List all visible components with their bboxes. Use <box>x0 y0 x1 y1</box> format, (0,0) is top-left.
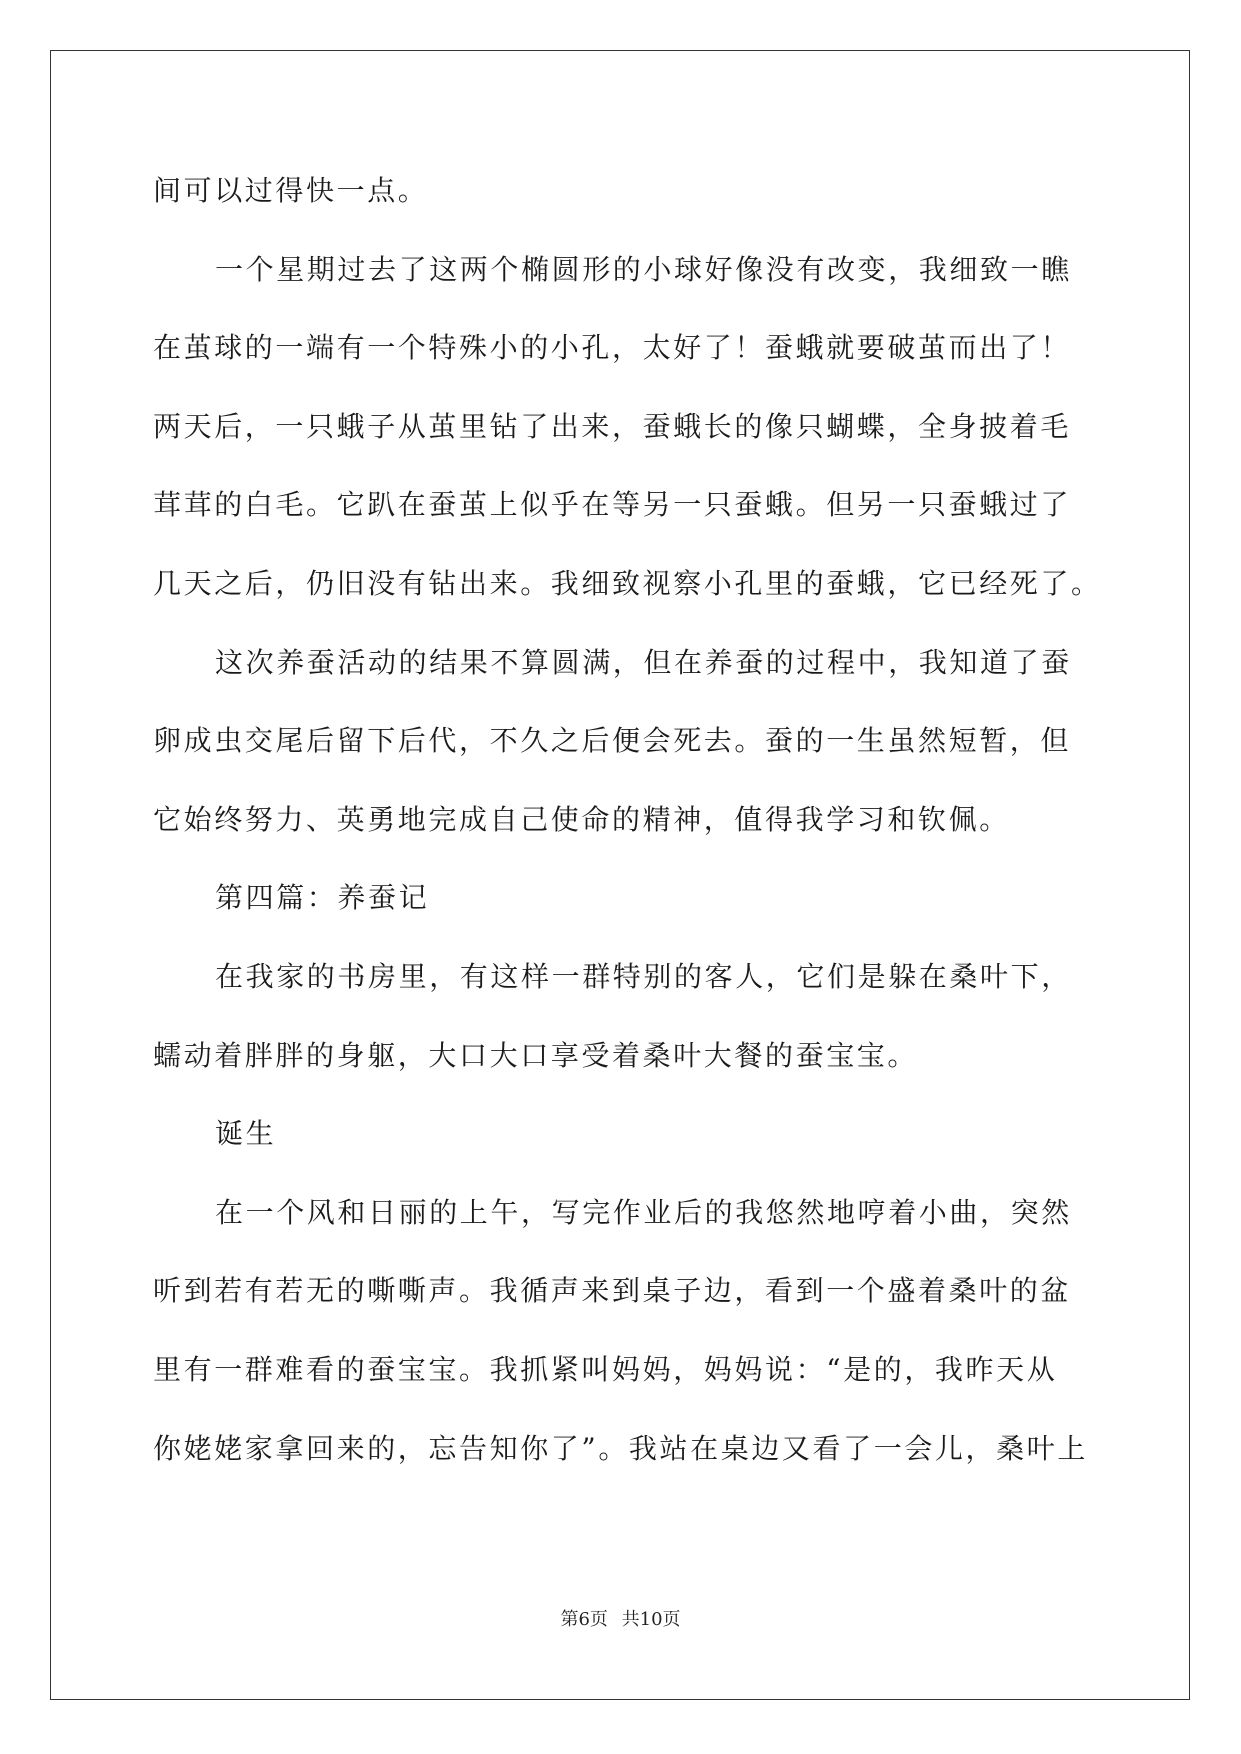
text-line: 在茧球的一端有一个特殊小的小孔，太好了！蚕蛾就要破茧而出了！ <box>153 331 1072 365</box>
text-line: 它始终努力、英勇地完成自己使命的精神，值得我学习和钦佩。 <box>153 802 1010 836</box>
text-line: 在一个风和日丽的上午，写完作业后的我悠然地哼着小曲，突然 <box>215 1195 1072 1229</box>
text-line: 间可以过得快一点。 <box>153 174 429 207</box>
text-line: 这次养蚕活动的结果不算圆满，但在养蚕的过程中，我知道了蚕 <box>215 645 1072 679</box>
page-number: 第6页 <box>560 1609 608 1630</box>
text-line: 一个星期过去了这两个椭圆形的小球好像没有改变，我细致一瞧 <box>215 252 1072 286</box>
text-line: 里有一群难看的蚕宝宝。我抓紧叫妈妈，妈妈说：“是的，我昨天从 <box>153 1352 1058 1386</box>
section-heading: 第四篇：养蚕记 <box>215 881 430 915</box>
text-line: 茸茸的白毛。它趴在蚕茧上似乎在等另一只蚕蛾。但另一只蚕蛾过了 <box>153 488 1072 522</box>
subsection-heading: 诞生 <box>215 1117 277 1151</box>
text-line: 蠕动着胖胖的身躯，大口大口享受着桑叶大餐的蚕宝宝。 <box>153 1038 919 1072</box>
text-line: 听到若有若无的嘶嘶声。我循声来到桌子边，看到一个盛着桑叶的盆 <box>153 1274 1072 1308</box>
text-line: 两天后，一只蛾子从茧里钻了出来，蚕蛾长的像只蝴蝶，全身披着毛 <box>153 409 1072 443</box>
text-line: 在我家的书房里，有这样一群特别的客人，它们是躲在桑叶下， <box>215 959 1072 993</box>
document-body <box>153 152 1102 1488</box>
text-line: 卵成虫交尾后留下后代，不久之后便会死去。蚕的一生虽然短暂，但 <box>153 724 1072 758</box>
text-line: 你姥姥家拿回来的，忘告知你了”。我站在桌边又看了一会儿，桑叶上 <box>153 1431 1088 1465</box>
page-footer <box>0 1605 1241 1631</box>
text-line: 几天之后，仍旧没有钻出来。我细致视察小孔里的蚕蛾，它已经死了。 <box>153 566 1102 600</box>
page-total: 共10页 <box>621 1609 681 1630</box>
